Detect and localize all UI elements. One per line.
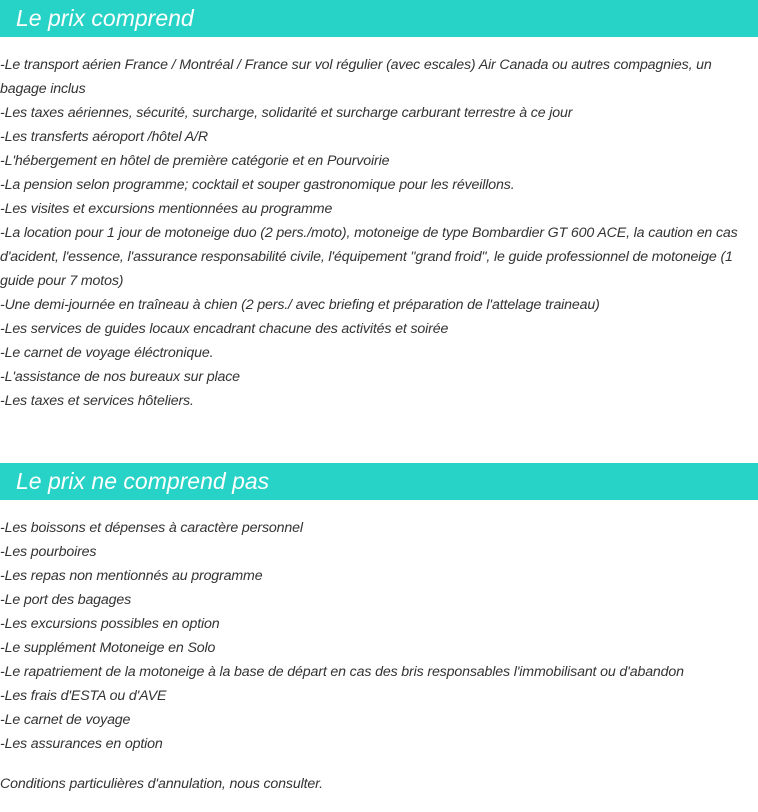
list-item: -Les services de guides locaux encadrant chacune des activités et soirée (0, 321, 449, 337)
includes-list (0, 53, 758, 413)
list-item: -Le transport aérien France / Montréal / France sur vol régulier (avec escales) Air Canada ou autres compagnies, un bagage inclus (0, 57, 712, 97)
list-item: -Les pourboires (0, 544, 97, 560)
list-item: -Le carnet de voyage (0, 712, 131, 728)
list-item: -Les assurances en option (0, 736, 163, 752)
list-item: -La pension selon programme; cocktail et souper gastronomique pour les réveillons. (0, 177, 515, 193)
list-item: -La location pour 1 jour de motoneige duo (2 pers./moto), motoneige de type Bombardier GT 600 ACE, la caution en cas d'acident, l'essence, l'assurance responsabilité civile, l'équipement "grand froid", le guide professionnel de motoneige (1 guide pour 7 motos) (0, 225, 738, 289)
list-item: -Les frais d'ESTA ou d'AVE (0, 688, 167, 704)
section-title-includes: Le prix comprend (0, 0, 758, 37)
excludes-list (0, 516, 758, 756)
list-item: -Les excursions possibles en option (0, 616, 220, 632)
list-item: -Le rapatriement de la motoneige à la base de départ en cas des bris responsables l'immobilisant ou d'abandon (0, 664, 684, 680)
list-item: -Le supplément Motoneige en Solo (0, 640, 216, 656)
list-item: -Le port des bagages (0, 592, 132, 608)
list-item: -Les repas non mentionnés au programme (0, 568, 263, 584)
list-item: -Les transferts aéroport /hôtel A/R (0, 129, 208, 145)
list-item: -Les taxes et services hôteliers. (0, 393, 194, 409)
list-item: -Les visites et excursions mentionnées au programme (0, 201, 333, 217)
cancellation-conditions: Conditions particulières d'annulation, nous consulter. (0, 776, 323, 792)
list-item: -Le carnet de voyage éléctronique. (0, 345, 214, 361)
list-item: -L'hébergement en hôtel de première catégorie et en Pourvoirie (0, 153, 390, 169)
section-title-excludes: Le prix ne comprend pas (0, 463, 758, 500)
list-item: -Les taxes aériennes, sécurité, surcharge, solidarité et surcharge carburant terrestre à ce jour (0, 105, 573, 121)
list-item: -L'assistance de nos bureaux sur place (0, 369, 240, 385)
list-item: -Les boissons et dépenses à caractère personnel (0, 520, 303, 536)
list-item: -Une demi-journée en traîneau à chien (2 pers./ avec briefing et préparation de l'attelage traineau) (0, 297, 600, 313)
